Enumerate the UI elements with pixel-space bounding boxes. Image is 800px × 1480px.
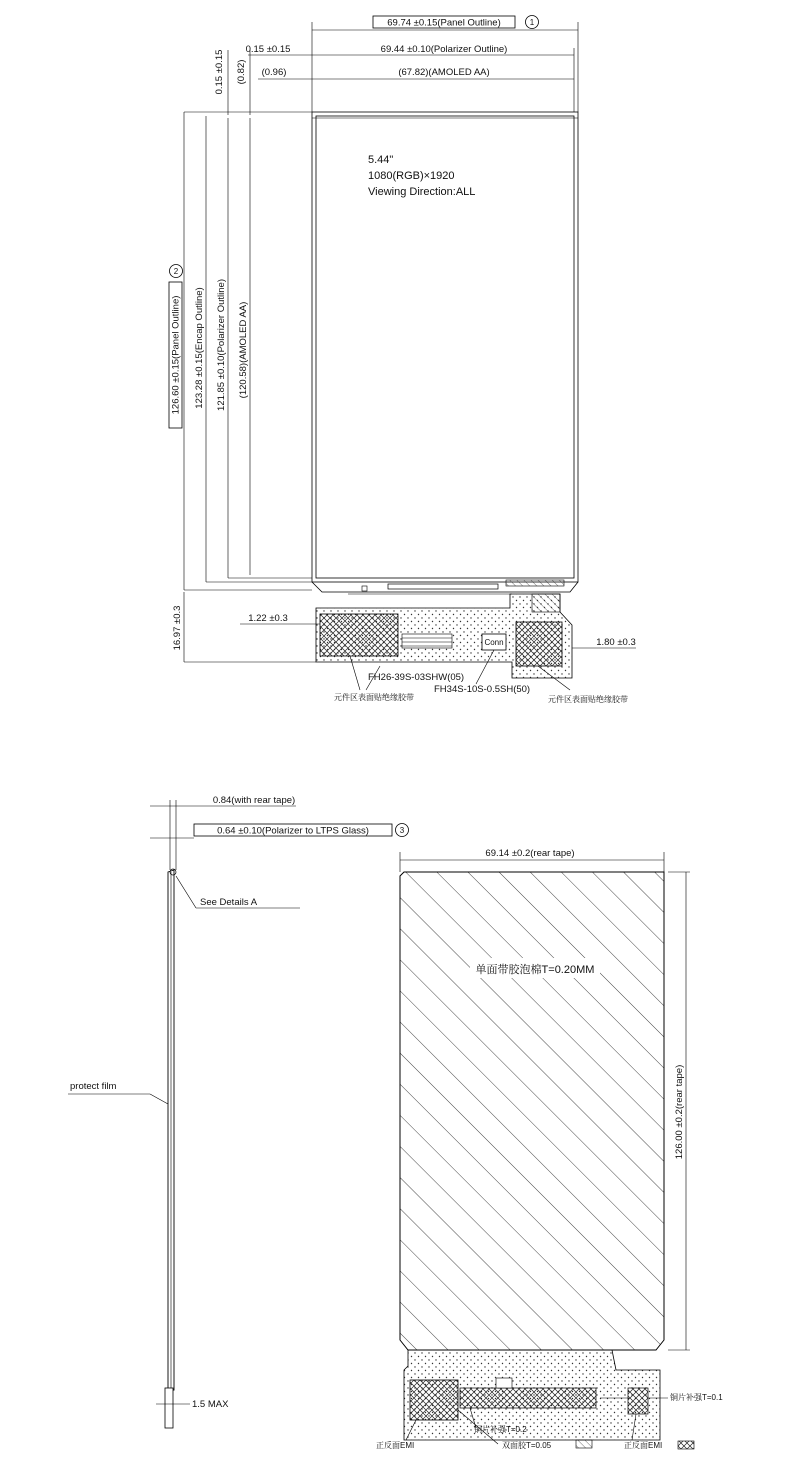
rear-view [376,848,723,1450]
note-emi-left: 正反面EMI [376,1441,415,1450]
ic-bond [388,584,498,589]
dim-aa-h: (120.58)(AMOLED AA) [238,301,249,399]
rear-copper-mid [460,1388,596,1408]
dim-180: 1.80 ±0.3 [596,637,636,648]
fiducial [362,586,367,591]
note-double-tape: 双面胶T=0.05 [502,1441,552,1450]
note-copper-mid: 铜片补强T=0.2 [474,1425,527,1434]
panel-outline [312,112,578,582]
see-details: See Details A [200,897,258,908]
note-emi-right: 正反面EMI [624,1441,663,1450]
note-tape-right: 元件区表面贴绝缘胶带 [548,695,628,704]
dim-panel-outline-w: 69.74 ±0.15(Panel Outline) [387,17,501,29]
dim-thickness-rear: 0.84(with rear tape) [212,795,296,806]
max-thickness: 1.5 MAX [192,1399,229,1410]
fpc-bend [165,1388,173,1428]
dim-122: 1.22 ±0.3 [248,613,288,624]
spec-resolution: 1080(RGB)×1920 [368,170,455,182]
dim-polarizer-outline-w: 69.44 ±0.10(Polarizer Outline) [380,44,508,55]
spec-viewing: Viewing Direction:ALL [368,186,476,198]
ref-balloon-1-label: 1 [529,18,535,27]
bond-pad-hatch [506,580,564,586]
side-view [68,795,409,1428]
dim-fpc-h: 16.97 ±0.3 [172,605,183,651]
note-tape-left: 元件区表面贴绝缘胶带 [334,693,414,702]
fpc-traces [402,634,452,648]
dim-panel-outline-h: 126.60 ±0.15(Panel Outline) [170,295,182,415]
front-view [169,16,636,705]
rear-emi-left [410,1380,458,1420]
note-copper-right: 铜片补强T=0.1 [670,1393,723,1402]
dim-thickness-pol: 0.64 ±0.10(Polarizer to LTPS Glass) [217,825,369,837]
component-area-left [320,614,398,656]
dim-rear-tape-h: 126.00 ±0.2(rear tape) [674,1064,685,1160]
connector-main: FH26-39S-03SHW(05) [368,672,465,683]
legend-xhatch-swatch [678,1441,694,1449]
dim-offset-015: 0.15 ±0.15 [245,44,291,55]
dim-encap-h: 123.28 ±0.15(Encap Outline) [194,287,205,409]
ref-balloon-3-label: 3 [399,826,405,835]
dim-offset-096: (0.96) [261,67,287,78]
dim-vert-082: (0.82) [236,59,247,85]
fpc-tab-hatch [532,594,560,612]
ref-balloon-2-label: 2 [173,267,179,276]
legend-hatch-swatch [576,1440,592,1448]
conn-tag: Conn [484,638,504,647]
dim-rear-tape-w: 69.14 ±0.2(rear tape) [485,848,575,859]
leader-protect-film [150,1094,168,1104]
dim-aa-w: (67.82)(AMOLED AA) [398,67,490,78]
rear-pad [496,1378,512,1388]
component-area-right [516,622,562,666]
leader-see-details [176,876,196,908]
dim-vert-015: 0.15 ±0.15 [214,49,225,95]
foam-note: 单面带胶泡棉T=0.20MM [475,964,595,976]
rear-tape-foam [400,872,664,1350]
rear-copper-right [628,1388,648,1414]
connector-small-label: FH34S-10S-0.5SH(50) [434,684,531,695]
protect-film: protect film [70,1081,117,1092]
spec-size: 5.44" [368,154,394,166]
dim-polarizer-h: 121.85 ±0.10(Polarizer Outline) [216,279,227,411]
